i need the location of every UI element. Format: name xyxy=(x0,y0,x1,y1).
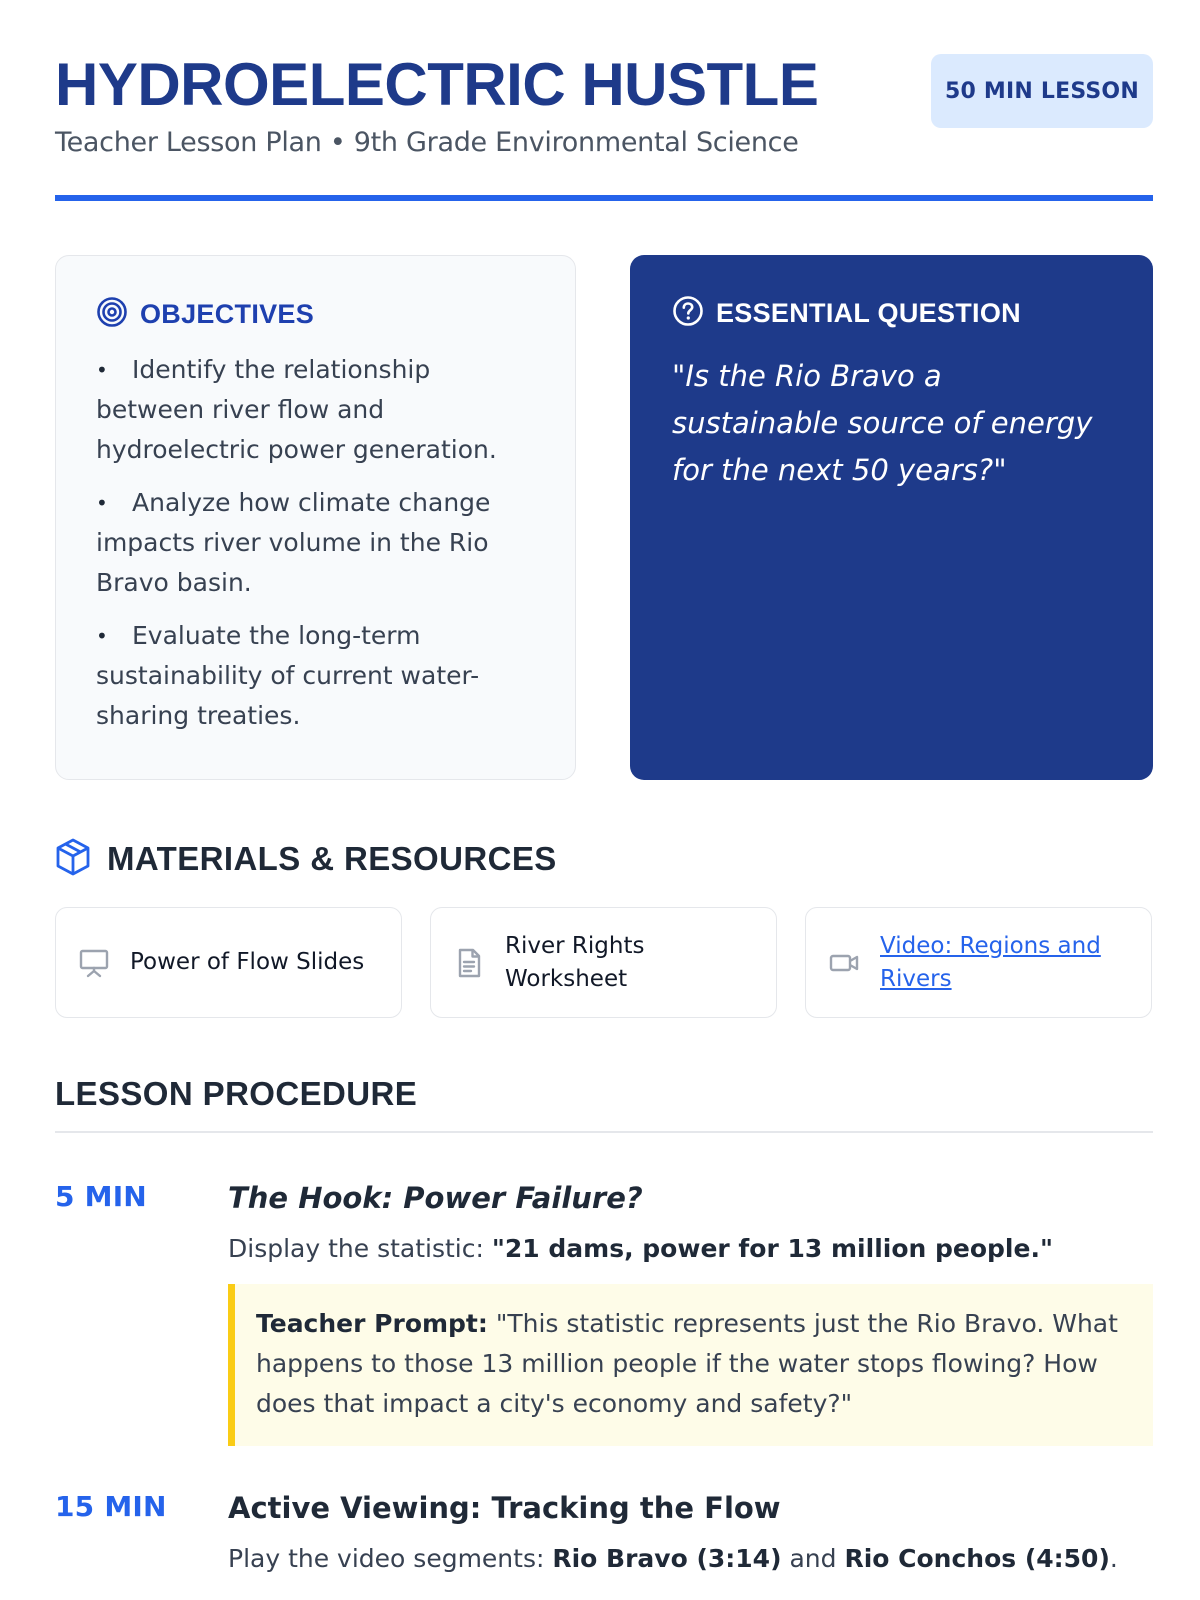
objectives-list xyxy=(96,350,535,736)
objective-item: • Analyze how climate change impacts river volume in the Rio Bravo basin. xyxy=(96,483,535,603)
materials-title: MATERIALS & RESOURCES xyxy=(107,840,557,877)
question-circle-icon xyxy=(672,295,704,331)
step-heading: The Hook: Power Failure? xyxy=(228,1181,643,1215)
header xyxy=(55,0,1153,200)
step-desc-text: and xyxy=(781,1544,845,1573)
video-link[interactable]: Video: Regions and Rivers xyxy=(880,932,1101,992)
objectives-title: OBJECTIVES xyxy=(140,298,315,329)
step-description xyxy=(228,1542,1153,1576)
essential-question-title: ESSENTIAL QUESTION xyxy=(716,297,1021,328)
teacher-prompt-label: Teacher Prompt: xyxy=(256,1309,488,1338)
essential-question-card xyxy=(630,255,1153,780)
box-icon xyxy=(55,838,91,880)
objective-item: • Identify the relationship between river flow and hydroelectric power generation. xyxy=(96,350,535,470)
presentation-icon xyxy=(78,947,110,979)
target-icon xyxy=(96,296,128,332)
video-segment-1: Rio Bravo (3:14) xyxy=(552,1544,782,1573)
material-label: Power of Flow Slides xyxy=(130,949,365,975)
material-slides[interactable] xyxy=(55,907,402,1018)
video-icon xyxy=(828,947,860,979)
step-time: 5 MIN xyxy=(55,1180,147,1213)
header-divider xyxy=(55,195,1153,201)
essential-question-text: "Is the Rio Bravo a sustainable source of energy for the next 50 years?" xyxy=(672,359,1093,487)
essential-question-header xyxy=(672,295,1111,331)
step-desc-text: . xyxy=(1109,1544,1118,1573)
procedure-divider xyxy=(55,1131,1153,1133)
objective-item: • Evaluate the long-term sustainability of current water-sharing treaties. xyxy=(96,616,535,736)
video-segment-2: Rio Conchos (4:50) xyxy=(844,1544,1110,1573)
step-heading: Active Viewing: Tracking the Flow xyxy=(228,1491,781,1525)
materials-header xyxy=(55,838,557,880)
material-video[interactable] xyxy=(805,907,1152,1018)
step-statistic: "21 dams, power for 13 million people." xyxy=(491,1234,1053,1263)
objectives-card xyxy=(55,255,576,780)
teacher-prompt xyxy=(228,1284,1153,1446)
teacher-prompt-text: "This statistic represents just the Rio Bravo. What happens to those 13 million people if the water stops flowing? How does that impact a city's economy and safety?" xyxy=(256,1309,1118,1418)
material-label: River Rights Worksheet xyxy=(505,932,645,992)
duration-badge: 50 MIN LESSON xyxy=(931,54,1153,128)
material-worksheet[interactable] xyxy=(430,907,777,1018)
step-desc-text: Display the statistic: xyxy=(228,1234,492,1263)
materials-list xyxy=(55,907,1153,1018)
page-title: HYDROELECTRIC HUSTLE xyxy=(55,51,819,118)
step-time: 15 MIN xyxy=(55,1490,167,1523)
lesson-plan-page xyxy=(55,0,1153,1573)
step-body xyxy=(228,1180,1153,1446)
page-subtitle: Teacher Lesson Plan • 9th Grade Environmental Science xyxy=(55,127,799,158)
step-description xyxy=(228,1232,1153,1266)
step-body xyxy=(228,1490,1153,1576)
step-desc-text: Play the video segments: xyxy=(228,1544,553,1573)
document-icon xyxy=(453,947,485,979)
objectives-header xyxy=(96,296,535,332)
procedure-title: LESSON PROCEDURE xyxy=(55,1075,418,1112)
